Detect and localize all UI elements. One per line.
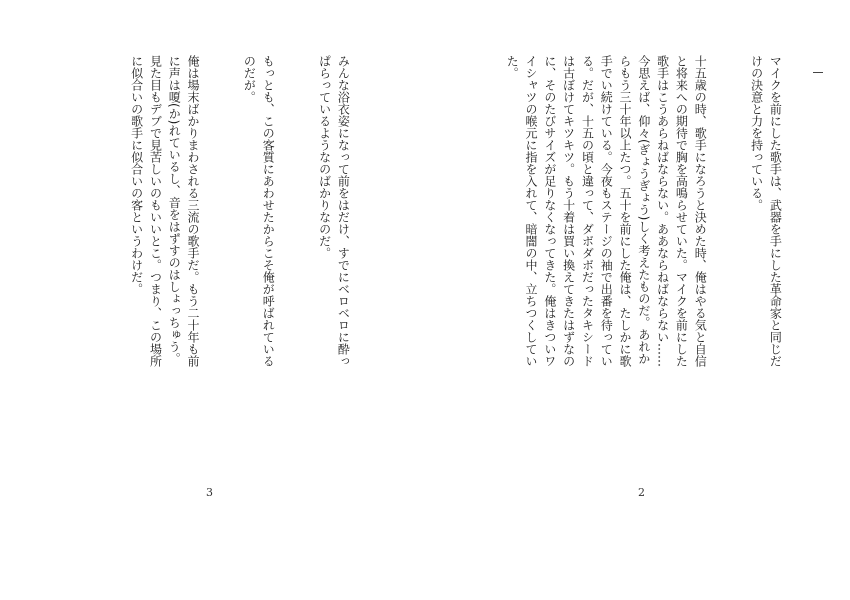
right-page-body — [502, 55, 822, 367]
page-number-left: 3 — [206, 486, 213, 499]
page-number-right: 2 — [638, 486, 645, 499]
paragraph: もっとも、この客質にあわせたからこそ俺が呼ばれているのだが。 — [242, 55, 276, 367]
right-page — [425, 0, 850, 600]
paragraph: みんな浴衣姿になって前をはだけ、すでにベロベロに酔っぱらっているようなのばかりなのだ。 — [317, 55, 351, 367]
left-page-body — [90, 55, 390, 367]
paragraph: マイクを前にした歌手は、武器を手にした革命家と同じだけの決意と力を持っている。 — [749, 55, 783, 367]
paragraph: 俺は場末ばかりまわされる三流の歌手だ。もう二十年も前に声は嗄(か)れているし、音をはずすのはしょっちゅう。見た目もデブで見苦しいのもいいとこ。つまり、この場所に似合いの歌手に似合いの客というわけだ。 — [129, 55, 201, 367]
paragraph: 十五歳の時、歌手になろうと決めた時、俺はやる気と自信と将来への期待で胸を高鳴らせていた。マイクを前にした歌手はこうあらねばならない。ああならねばならない……今思えば、仰々(ぎょうぎょう)しく考えたものだ。あれからもう三十年以上たつ。五十を前にした俺は、たしかに歌手でい続けている。今夜もステージの袖で出番を待っている。だが、十五の頃と違って、ダボダボだったタキシードは古ぼけてキツキツ。もう十着は買い換えてきたはずなのに、そのたびサイズが足りなくなってきた。俺はきついワイシャツの喉元に指を入れて、暗闇の中、立ちつくしていた。 — [505, 55, 708, 367]
